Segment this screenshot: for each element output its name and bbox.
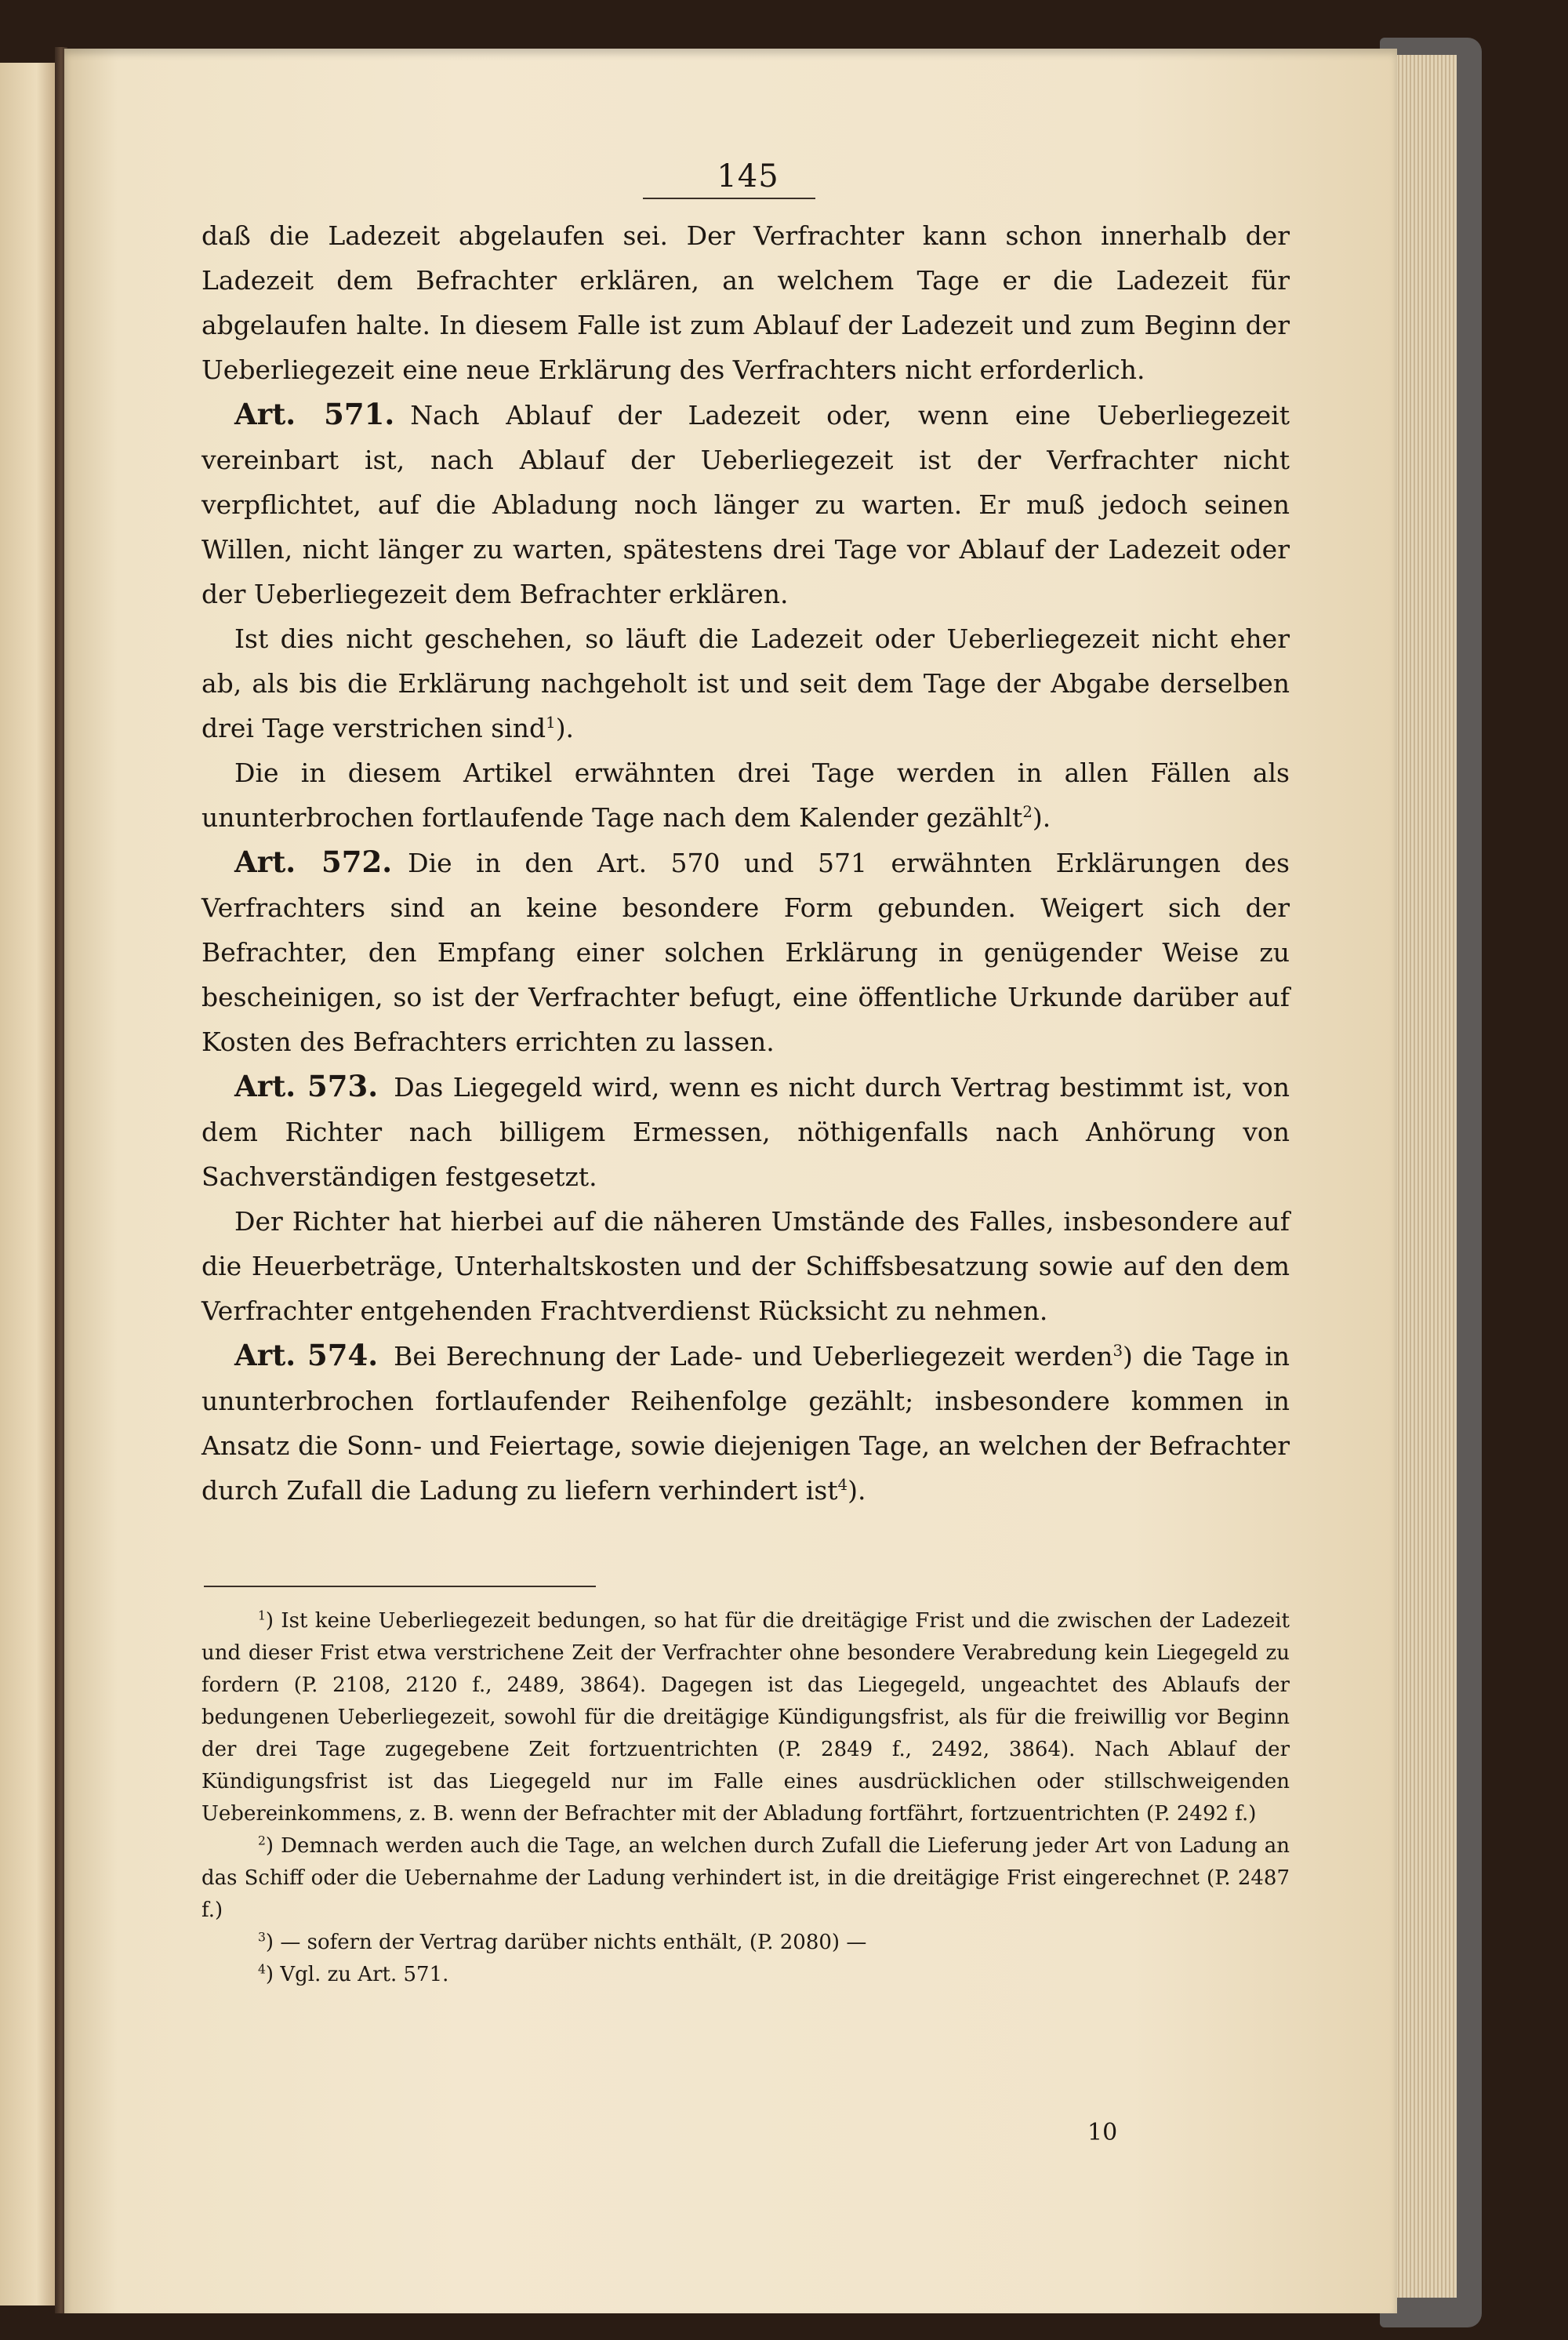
footnote-mark: 1: [258, 1608, 266, 1623]
footnote-ref-4: 4: [837, 1476, 848, 1494]
footnote-1: [201, 1605, 1290, 1830]
footnote-mark: 2: [258, 1833, 266, 1848]
footnote-mark: 3: [258, 1930, 266, 1945]
signature-mark: 10: [1087, 2119, 1118, 2146]
article-text-cont: ) die Tage in ununterbrochen fortlaufender Reihenfolge gezählt; insbesondere kommen in Ansatz die Sonn- und Feiertage, sowie diejenigen Tage, an welchen der Befrachter durch Zufall die Ladung zu liefern verhindert ist: [201, 1341, 1290, 1506]
article-573: [201, 1064, 1290, 1199]
paragraph-end: ).: [1032, 802, 1051, 833]
article-573-paragraph-2: Der Richter hat hierbei auf die näheren Umstände des Falles, insbesondere auf die Heuerbeträge, Unterhaltskosten und der Schiffsbesatzung sowie auf den dem Verfrachter entgehenden Frachtverdienst Rücksicht zu nehmen.: [201, 1206, 1290, 1326]
article-text: Nach Ablauf der Ladezeit oder, wenn eine Ueberliegezeit vereinbart ist, nach Ablauf der Ueberliegezeit ist der Verfrachter nicht verpflichtet, auf die Abladung noch länger zu warten. Er muß jedoch seinen Willen, nicht länger zu warten, spätestens drei Tage vor Ablauf der Ladezeit oder der Ueberliegezeit dem Befrachter erklären.: [201, 400, 1290, 609]
header-rule: [643, 198, 815, 199]
paragraph-continued: daß die Ladezeit abgelaufen sei. Der Verfrachter kann schon innerhalb der Ladezeit dem Befrachter erklären, an welchem Tage er die Ladezeit für abgelaufen halte. In diesem Falle ist zum Ablauf der Ladezeit und zum Beginn der Ueberliegezeit eine neue Erklärung des Verfrachters nicht erforderlich.: [201, 220, 1290, 385]
footnotes: [201, 1605, 1290, 1991]
article-text: Die in den Art. 570 und 571 erwähnten Erklärungen des Verfrachters sind an keine besondere Form gebunden. Weigert sich der Befrachter, den Empfang einer solchen Erklärung in genügender Weise zu bescheinigen, so ist der Verfrachter befugt, eine öffentliche Urkunde darüber auf Kosten des Befrachters errichten zu lassen.: [201, 848, 1290, 1057]
article-571-paragraph-3: [201, 750, 1290, 840]
article-text: Bei Berechnung der Lade- und Ueberliegezeit werden: [394, 1341, 1113, 1372]
article-label: Art. 572.: [234, 845, 393, 879]
article-571-paragraph-2: [201, 616, 1290, 750]
footnote-ref-3: 3: [1112, 1342, 1123, 1360]
footnote-text: ) — sofern der Vertrag darüber nichts enthält, (P. 2080) —: [265, 1931, 867, 1954]
footnote-ref-1: 1: [546, 714, 556, 732]
paragraph-text: Die in diesem Artikel erwähnten drei Tage werden in allen Fällen als ununterbrochen fortlaufende Tage nach dem Kalender gezählt: [201, 758, 1290, 833]
article-label: Art. 573.: [234, 1069, 379, 1103]
article-label: Art. 574.: [234, 1338, 379, 1372]
paragraph-end: ).: [555, 713, 575, 743]
footnote-text: ) Demnach werden auch die Tage, an welchen durch Zufall die Lieferung jeder Art von Ladung an das Schiff oder die Uebernahme der Ladung verhindert ist, in die dreitägige Frist eingerechnet (P. 2487 f.): [201, 1834, 1290, 1922]
footnote-text: ) Ist keine Ueberliegezeit bedungen, so hat für die dreitägige Frist und die zwischen der Ladezeit und dieser Frist etwa verstrichene Zeit der Verfrachter ohne besondere Verabredung kein Liegegeld zu fordern (P. 2108, 2120 f., 2489, 3864). Dagegen ist das Liegegeld, ungeachtet des Ablaufs der bedungenen Ueberliegezeit, sowohl für die dreitägige Kündigungsfrist, als für die freiwillig vor Beginn der drei Tage zugegebene Zeit fortzuentrichten (P. 2849 f., 2492, 3864). Nach Ablauf der Kündigungsfrist ist das Liegegeld nur im Falle eines ausdrücklichen oder stillschweigenden Uebereinkommens, z. B. wenn der Befrachter mit der Abladung fortfährt, fortzuentrichten (P. 2492 f.): [201, 1609, 1290, 1826]
article-572: [201, 840, 1290, 1064]
footnote-text: ) Vgl. zu Art. 571.: [265, 1963, 449, 1986]
footnote-4: [201, 1959, 1290, 1991]
footnote-3: [201, 1927, 1290, 1959]
article-text-end: ).: [848, 1475, 866, 1506]
article-571: [201, 392, 1290, 616]
page-number: 145: [717, 158, 779, 194]
footnote-mark: 4: [258, 1962, 266, 1977]
article-label: Art. 571.: [234, 397, 395, 431]
article-text: Das Liegegeld wird, wenn es nicht durch Vertrag bestimmt ist, von dem Richter nach billigem Ermessen, nöthigenfalls nach Anhörung von Sachverständigen festgesetzt.: [201, 1072, 1290, 1192]
main-text: [201, 213, 1290, 1513]
paragraph-text: Ist dies nicht geschehen, so läuft die Ladezeit oder Ueberliegezeit nicht eher ab, als bis die Erklärung nachgeholt ist und seit dem Tage der Abgabe derselben drei Tage verstrichen sind: [201, 623, 1290, 743]
article-574: [201, 1333, 1290, 1513]
facing-page-edge: [0, 63, 61, 2305]
footnote-2: [201, 1830, 1290, 1927]
footnote-rule: [204, 1586, 596, 1587]
footnote-ref-2: 2: [1022, 803, 1033, 821]
book-page: [64, 49, 1397, 2313]
page-stack-edges: [1388, 55, 1457, 2298]
